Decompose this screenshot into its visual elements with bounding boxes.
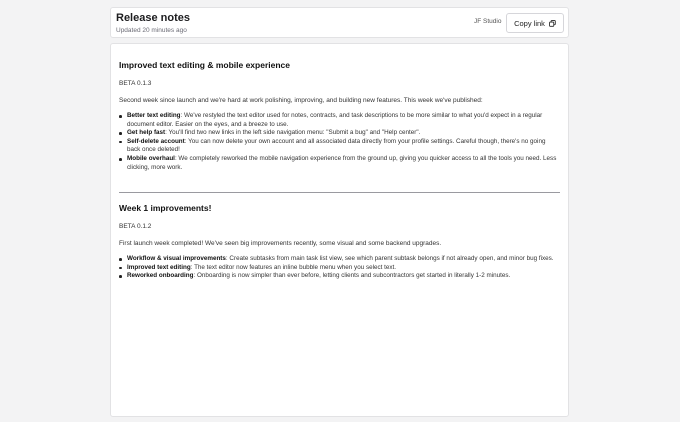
item-text: : We've restyled the text editor used for notes, contracts, and task descriptions to be more similar to what you'd expect in a regular document editor. Easier on the eyes, and a breeze to use. [127, 112, 543, 128]
release-intro: First launch week completed! We've seen big improvements recently, some visual and some backend upgrades. [119, 240, 442, 247]
list-item [119, 264, 560, 273]
item-label: Better text editing [127, 112, 181, 119]
item-text: : Onboarding is now simpler than ever before, letting clients and subcontractors get started in literally 1-2 minutes. [193, 272, 511, 280]
copy-link-button[interactable] [506, 13, 564, 33]
list-item [119, 255, 560, 264]
item-label: Mobile overhaul [127, 154, 175, 162]
release-version: BETA 0.1.2 [119, 223, 152, 230]
release-notes-content [110, 43, 569, 417]
page-title: Release notes [116, 12, 190, 24]
release-intro: Second week since launch and we're hard at work polishing, improving, and building new features. This week we've published: [119, 97, 483, 104]
org-name: JF Studio [474, 18, 502, 25]
release-entry [119, 203, 560, 281]
list-item [119, 155, 560, 172]
list-item [119, 112, 560, 129]
release-title: Week 1 improvements! [119, 203, 212, 213]
release-version: BETA 0.1.3 [119, 80, 152, 87]
updated-timestamp: Updated 20 minutes ago [116, 27, 187, 34]
list-item [119, 272, 560, 281]
item-label: Improved text editing [127, 263, 191, 271]
copy-icon [549, 20, 556, 27]
release-title: Improved text editing & mobile experience [119, 60, 290, 70]
item-text: : You can now delete your own account and all associated data directly from your profile settings. Careful though, there's no going back once deleted! [127, 137, 546, 154]
item-text: : We completely reworked the mobile navigation experience from the ground up, giving you quicker access to all the tools you need. Less clicking, more work. [127, 154, 557, 171]
item-label: Reworked onboarding [127, 272, 194, 280]
item-label: Get help fast [127, 129, 166, 137]
release-entry [119, 60, 560, 172]
item-text: : The text editor now features an inline bubble menu when you select text. [190, 263, 397, 271]
list-item [119, 129, 560, 138]
release-notes-header [110, 7, 569, 38]
item-label: Self-delete account [127, 137, 185, 145]
item-label: Workflow & visual improvements [127, 255, 226, 262]
copy-link-label: Copy link [514, 18, 545, 28]
item-text: : You'll find two new links in the left side navigation menu: "Submit a bug" and "Help center". [165, 129, 421, 137]
section-divider [119, 192, 560, 193]
release-items [119, 255, 560, 281]
release-items [119, 112, 560, 172]
item-text: : Create subtasks from main task list view, see which parent subtask belongs if not already open, and minor bug fixes. [225, 255, 554, 262]
list-item [119, 138, 560, 155]
